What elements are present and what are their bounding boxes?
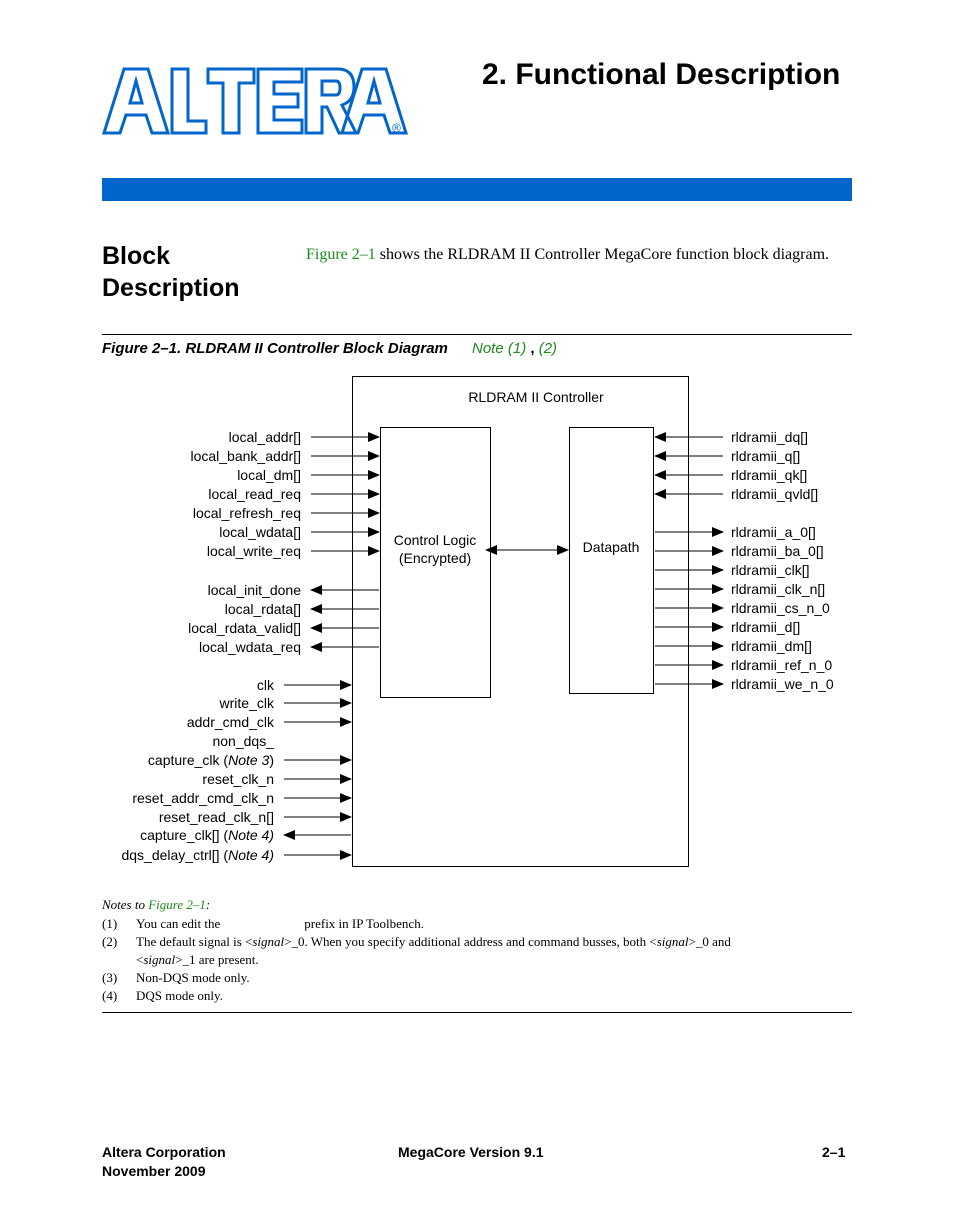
- datapath-box: [570, 428, 654, 694]
- clock-signal-label: reset_read_clk_n[]: [158, 809, 274, 825]
- section-heading-line1: Block: [102, 242, 171, 270]
- section-heading-line2: Description: [102, 274, 240, 302]
- signal-group: [121, 429, 833, 863]
- footer-version: MegaCore Version 9.1: [398, 1144, 544, 1160]
- signal-label: local_rdata_valid[]: [188, 620, 301, 636]
- note-text: Non-DQS mode only.: [136, 970, 250, 985]
- signal-label: local_wdata[]: [219, 524, 301, 540]
- note-number: (1): [102, 916, 118, 931]
- clock-signal-label: write_clk: [219, 695, 274, 711]
- notes-figure-link[interactable]: Figure 2–1: [148, 897, 206, 912]
- figure-link[interactable]: Figure 2–1: [306, 246, 376, 263]
- note-number: (4): [102, 988, 118, 1003]
- clock-signal-label: reset_addr_cmd_clk_n: [132, 790, 274, 806]
- signal-label: local_addr[]: [228, 429, 301, 445]
- note-text: The default signal is <signal>_0. When you specify additional address and command busses, both <signal>_0 and <signal>_1 are present.: [136, 934, 731, 967]
- intro-text: shows the RLDRAM II Controller MegaCore function block diagram.: [375, 246, 830, 263]
- footer-date: November 2009: [102, 1163, 206, 1179]
- clock-signal-label: dqs_delay_ctrl[] (Note 4): [121, 847, 274, 863]
- signal-label: rldramii_clk_n[]: [731, 581, 826, 597]
- footer-page-number: 2–1: [822, 1144, 846, 1160]
- figure-notes: [102, 896, 852, 1005]
- clock-signal-label: clk: [256, 677, 274, 693]
- clock-signal-label: capture_clk (Note 3): [147, 752, 274, 768]
- signal-label: local_dm[]: [237, 467, 301, 483]
- controller-title: RLDRAM II Controller: [468, 389, 604, 405]
- signal-label: rldramii_q[]: [731, 448, 801, 464]
- signal-label: rldramii_ba_0[]: [731, 543, 824, 559]
- signal-label: rldramii_a_0[]: [731, 524, 816, 540]
- signal-label: local_refresh_req: [192, 505, 301, 521]
- signal-label: local_write_req: [206, 543, 301, 559]
- control-logic-label-1: Control Logic: [393, 532, 477, 548]
- note-text: DQS mode only.: [136, 988, 223, 1003]
- signal-label: rldramii_dq[]: [731, 429, 809, 445]
- signal-label: rldramii_dm[]: [731, 638, 812, 654]
- signal-label: rldramii_qk[]: [731, 467, 808, 483]
- footer-left: [102, 1143, 226, 1181]
- control-logic-label-2: (Encrypted): [398, 550, 472, 566]
- clock-signal-label: non_dqs_: [212, 733, 274, 749]
- signal-label: rldramii_d[]: [731, 619, 801, 635]
- chapter-title: 2. Functional Description: [482, 58, 841, 91]
- signal-label: rldramii_ref_n_0: [731, 657, 833, 673]
- notes-heading-text: Notes to: [102, 897, 149, 912]
- signal-label: rldramii_we_n_0: [731, 676, 834, 692]
- signal-label: rldramii_cs_n_0: [731, 600, 830, 616]
- signal-label: local_bank_addr[]: [190, 448, 301, 464]
- registered-mark: ®: [392, 121, 401, 135]
- note-item: [102, 915, 852, 933]
- note-ref-separator: ,: [526, 340, 539, 357]
- notes-bottom-rule: [102, 1012, 852, 1013]
- signal-label: local_wdata_req: [199, 639, 301, 655]
- note-number: (3): [102, 970, 118, 985]
- figure-caption: Figure 2–1. RLDRAM II Controller Block Diagram: [102, 340, 448, 357]
- note-1-link[interactable]: Note (1): [472, 340, 527, 357]
- signal-label: rldramii_clk[]: [731, 562, 810, 578]
- note-item: [102, 969, 852, 987]
- note-text: You can edit the prefix in IP Toolbench.: [136, 916, 424, 931]
- clock-signal-label: addr_cmd_clk: [186, 714, 274, 730]
- footer-company: Altera Corporation: [102, 1144, 226, 1160]
- signal-label: local_rdata[]: [224, 601, 301, 617]
- note-number: (2): [102, 934, 118, 949]
- controller-outer-box: [353, 377, 689, 867]
- signal-label: local_read_req: [208, 486, 301, 502]
- notes-heading-colon: :: [205, 897, 211, 912]
- note-item: [102, 987, 852, 1005]
- clock-signal-label: capture_clk[] (Note 4): [140, 827, 274, 843]
- datapath-label: Datapath: [582, 539, 640, 555]
- signal-label: local_init_done: [207, 582, 301, 598]
- note-2-link[interactable]: (2): [538, 340, 558, 357]
- note-item: [102, 933, 852, 969]
- notes-heading: [102, 896, 852, 914]
- signal-label: rldramii_qvld[]: [731, 486, 819, 502]
- clock-signal-label: reset_clk_n: [202, 771, 274, 787]
